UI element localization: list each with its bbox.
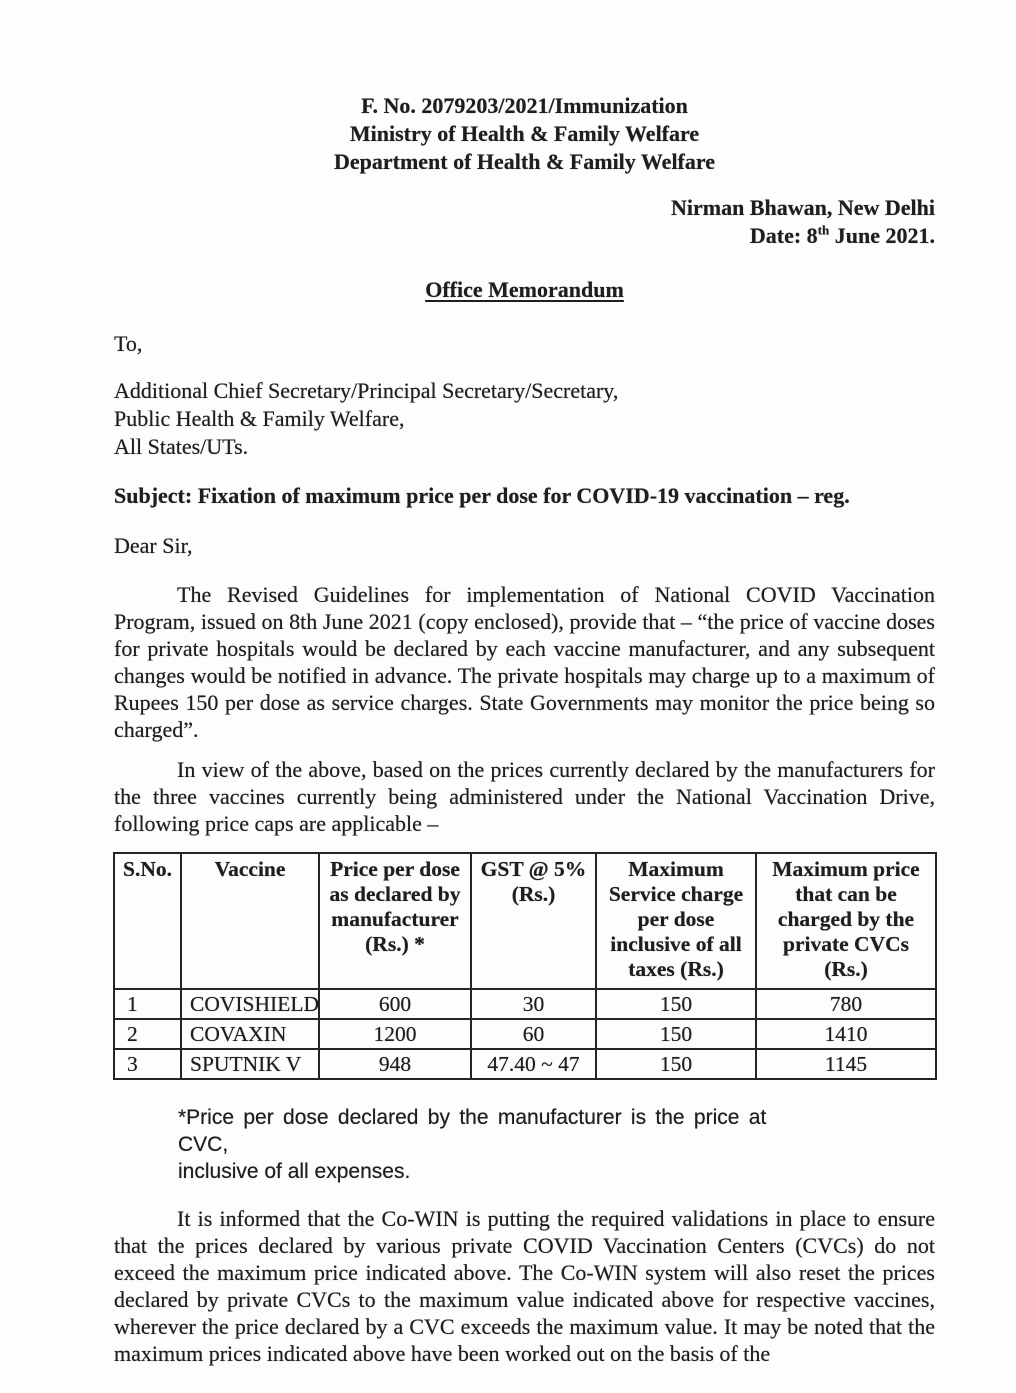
footnote-line: *Price per dose declared by the manufacturer is the price at CVC, (178, 1106, 767, 1156)
cell-price-per-dose: 1200 (319, 1019, 471, 1049)
col-header-service-charge: Maximum Service charge per dose inclusive of all taxes (Rs.) (596, 853, 756, 989)
cell-service-charge: 150 (596, 989, 756, 1019)
salutation: Dear Sir, (114, 533, 193, 558)
cell-gst: 60 (471, 1019, 596, 1049)
letterhead (114, 92, 935, 176)
to-label: To, (114, 331, 143, 356)
addressee-line: Public Health & Family Welfare, (114, 406, 405, 431)
place-date-block (114, 194, 935, 250)
date-line (114, 222, 935, 250)
date-prefix: Date: 8 (749, 223, 818, 248)
cell-max-price: 1410 (756, 1019, 936, 1049)
addressee-block (114, 377, 935, 461)
cell-service-charge: 150 (596, 1049, 756, 1079)
date-suffix: June 2021. (829, 223, 935, 248)
file-number: F. No. 2079203/2021/Immunization (361, 93, 688, 118)
ministry-name: Ministry of Health & Family Welfare (349, 121, 700, 146)
cell-price-per-dose: 948 (319, 1049, 471, 1079)
cell-gst: 30 (471, 989, 596, 1019)
price-cap-table (113, 852, 937, 1080)
cell-sno: 3 (114, 1049, 181, 1079)
cell-vaccine: COVAXIN (181, 1019, 319, 1049)
cell-price-per-dose: 600 (319, 989, 471, 1019)
cell-sno: 1 (114, 989, 181, 1019)
addressee-line: All States/UTs. (114, 434, 249, 459)
col-header-vaccine: Vaccine (181, 853, 319, 989)
body-paragraph-3: It is informed that the Co-WIN is putting the required validations in place to ensure that the prices declared by various private COVID Vaccination Centers (CVCs) do not exceed the maximum price indicated above. The Co-WIN system will also reset the prices declared by private CVCs to the maximum value indicated above for respective vaccines, wherever the price declared by a CVC exceeds the maximum value. It may be noted that the maximum prices indicated above have been worked out on the basis of the (114, 1206, 935, 1366)
cell-vaccine: COVISHIELD (181, 989, 319, 1019)
cell-sno: 2 (114, 1019, 181, 1049)
memo-title-text: Office Memorandum (425, 277, 624, 302)
cell-service-charge: 150 (596, 1019, 756, 1049)
memo-title (114, 276, 935, 303)
col-header-price-per-dose: Price per dose as declared by manufacturer (Rs.) * (319, 853, 471, 989)
footnote-line: inclusive of all expenses. (178, 1160, 411, 1183)
subject-line: Subject: Fixation of maximum price per dose for COVID-19 vaccination – reg. (114, 483, 850, 508)
table-row (114, 989, 936, 1019)
cell-gst: 47.40 ~ 47 (471, 1049, 596, 1079)
cell-max-price: 1145 (756, 1049, 936, 1079)
table-footnote (178, 1104, 796, 1185)
addressee-line: Additional Chief Secretary/Principal Secretary/Secretary, (114, 378, 619, 403)
table-header-row (114, 853, 936, 989)
department-name: Department of Health & Family Welfare (333, 149, 716, 174)
table-row (114, 1019, 936, 1049)
place-line: Nirman Bhawan, New Delhi (670, 195, 935, 220)
col-header-sno: S.No. (114, 853, 181, 989)
col-header-gst: GST @ 5% (Rs.) (471, 853, 596, 989)
date-ordinal-superscript: th (817, 222, 830, 238)
cell-max-price: 780 (756, 989, 936, 1019)
cell-vaccine: SPUTNIK V (181, 1049, 319, 1079)
col-header-max-price: Maximum price that can be charged by the private CVCs (Rs.) (756, 853, 936, 989)
body-paragraph-2: In view of the above, based on the prices currently declared by the manufacturers for the three vaccines currently being administered under the National Vaccination Drive, following price caps are applicable – (114, 757, 935, 836)
table-row (114, 1049, 936, 1079)
body-paragraph-1: The Revised Guidelines for implementation of National COVID Vaccination Program, issued on 8th June 2021 (copy enclosed), provide that – “the price of vaccine doses for private hospitals would be declared by each vaccine manufacturer, and any subsequent changes would be notified in advance. The private hospitals may charge up to a maximum of Rupees 150 per dose as service charges. State Governments may monitor the price being so charged”. (114, 582, 935, 742)
